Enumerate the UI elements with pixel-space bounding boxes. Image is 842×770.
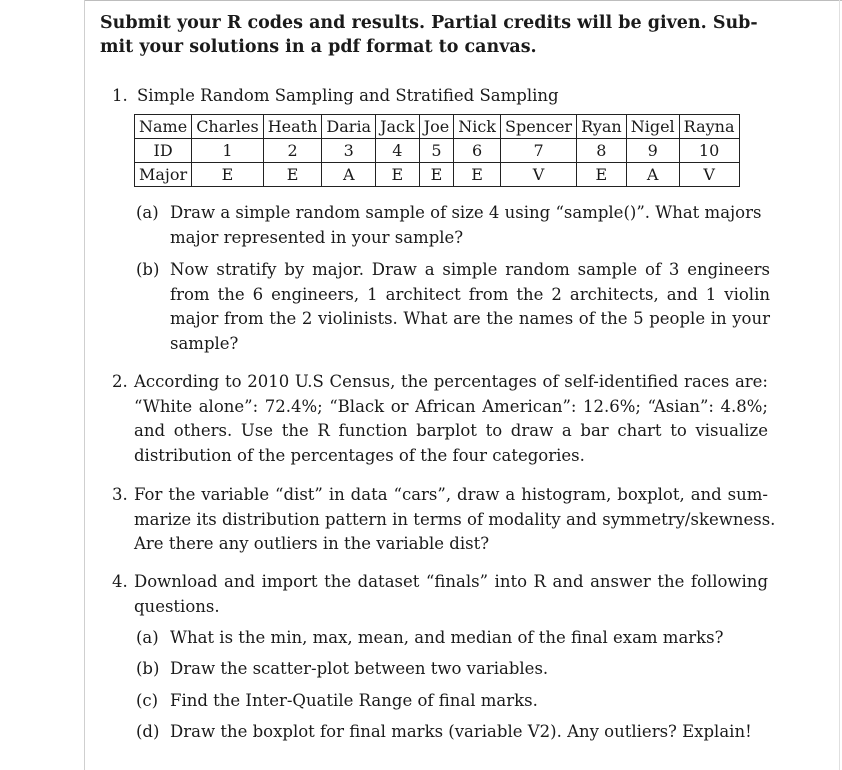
q4b-text: Draw the scatter-plot between two variables. <box>170 659 549 678</box>
page-border-left <box>84 0 85 770</box>
table-cell: 6 <box>454 139 501 163</box>
q1b-line-1: Now stratify by major. Draw a simple random sample of 3 engineers <box>170 260 770 279</box>
q4-line-1: Download and import the dataset “finals” into R and answer the following <box>134 572 768 591</box>
q1b-line-2: from the 6 engineers, 1 architect from the 2 architects, and 1 violin <box>170 284 770 304</box>
table-cell: 9 <box>626 139 679 163</box>
table-cell: 7 <box>501 139 577 163</box>
table-cell: Jack <box>376 115 420 139</box>
question-number: 3. <box>112 485 128 504</box>
table-cell: E <box>419 163 454 187</box>
sub-label: (d) <box>136 722 160 741</box>
table-row-major <box>135 163 740 187</box>
q3-line-3: Are there any outliers in the variable dist? <box>134 534 490 554</box>
table-cell: Rayna <box>679 115 739 139</box>
q4a-text: What is the min, max, mean, and median of the final exam marks? <box>170 628 724 647</box>
table-cell: E <box>577 163 627 187</box>
table-row-header: Name <box>135 115 192 139</box>
table-cell: E <box>192 163 264 187</box>
sub-label: (c) <box>136 691 159 710</box>
table-cell: 2 <box>263 139 322 163</box>
page-border-top <box>84 0 842 1</box>
table-cell: Spencer <box>501 115 577 139</box>
q2-line-3: and others. Use the R function barplot to draw a bar chart to visualize <box>134 421 768 441</box>
q4d-text: Draw the boxplot for final marks (variable V2). Any outliers? Explain! <box>170 722 752 741</box>
table-row-id <box>135 139 740 163</box>
table-cell: 3 <box>322 139 376 163</box>
table-row-header: ID <box>135 139 192 163</box>
page-border-right <box>839 0 840 770</box>
q2-line-1: According to 2010 U.S Census, the percentages of self-identified races are: <box>134 372 768 391</box>
q2-line-2: “White alone”: 72.4%; “Black or African American”: 12.6%; “Asian”: 4.8%; <box>134 396 768 416</box>
table-cell: A <box>626 163 679 187</box>
instructions-line-2: mit your solutions in a pdf format to canvas. <box>100 37 537 57</box>
instructions-line-1: Submit your R codes and results. Partial credits will be given. Sub- <box>100 13 758 33</box>
table-cell: E <box>376 163 420 187</box>
table-row-name <box>135 115 740 139</box>
table-cell: Daria <box>322 115 376 139</box>
table-cell: 1 <box>192 139 264 163</box>
q1a-line-1: Draw a simple random sample of size 4 using “sample()”. What majors <box>170 203 762 222</box>
q1b-line-3: major from the 2 violinists. What are the names of the 5 people in your <box>170 309 770 329</box>
table-cell: 4 <box>376 139 420 163</box>
table-cell: 10 <box>679 139 739 163</box>
q4-line-2: questions. <box>134 596 220 616</box>
table-cell: Charles <box>192 115 264 139</box>
table-cell: 8 <box>577 139 627 163</box>
question-number: 4. <box>112 572 128 591</box>
table-cell: 5 <box>419 139 454 163</box>
table-cell: V <box>501 163 577 187</box>
sub-label: (a) <box>136 203 159 222</box>
question-number: 1. <box>112 86 128 105</box>
sub-label: (a) <box>136 628 159 647</box>
table-row-header: Major <box>135 163 192 187</box>
student-table <box>134 114 740 187</box>
table-cell: A <box>322 163 376 187</box>
q1a-line-2: major represented in your sample? <box>170 227 464 247</box>
q1b-line-4: sample? <box>170 333 239 353</box>
sub-label: (b) <box>136 659 160 678</box>
q3-line-2: marize its distribution pattern in terms of modality and symmetry/skewness. <box>134 509 776 529</box>
table-cell: E <box>263 163 322 187</box>
table-cell: Nick <box>454 115 501 139</box>
question-number: 2. <box>112 372 128 391</box>
table-cell: Heath <box>263 115 322 139</box>
question-title: Simple Random Sampling and Stratified Sampling <box>137 86 559 105</box>
q2-line-4: distribution of the percentages of the four categories. <box>134 445 585 465</box>
table-cell: Joe <box>419 115 454 139</box>
table-cell: V <box>679 163 739 187</box>
sub-label: (b) <box>136 260 160 279</box>
table-cell: E <box>454 163 501 187</box>
q4c-text: Find the Inter-Quatile Range of final marks. <box>170 691 538 710</box>
table-cell: Nigel <box>626 115 679 139</box>
table-cell: Ryan <box>577 115 627 139</box>
assignment-instructions <box>100 11 780 59</box>
q3-line-1: For the variable “dist” in data “cars”, draw a histogram, boxplot, and sum- <box>134 485 768 504</box>
